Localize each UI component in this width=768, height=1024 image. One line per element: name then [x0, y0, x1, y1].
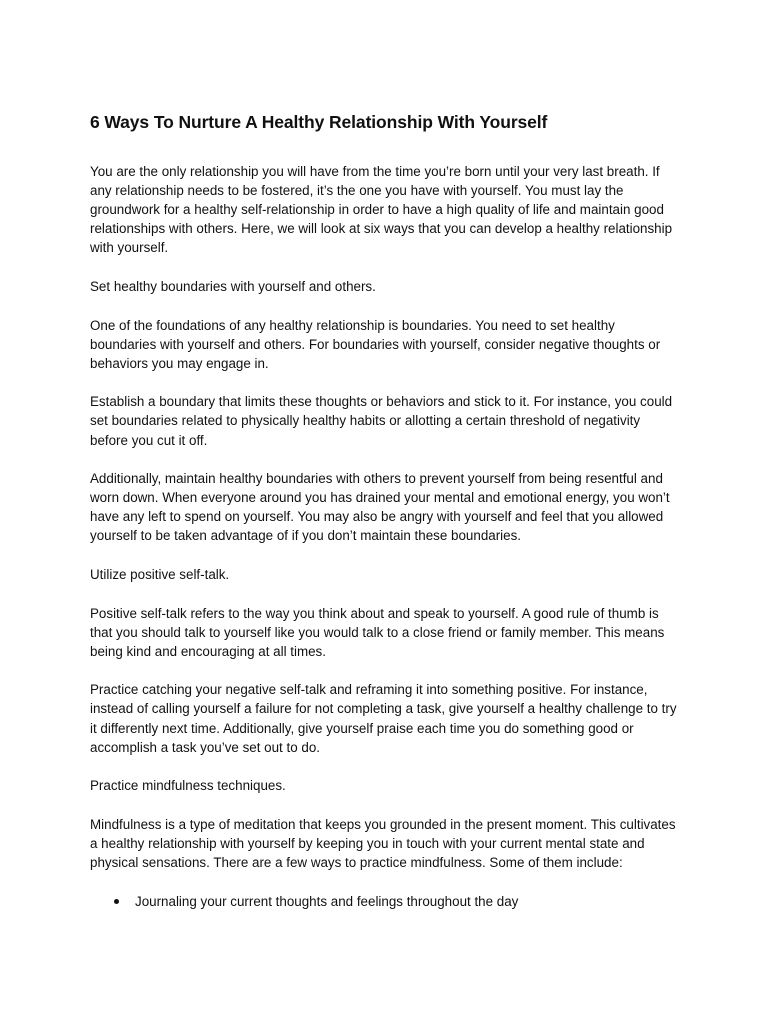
intro-paragraph: You are the only relationship you will have from the time you’re born until your very last breath. If any relationship needs to be fostered, it’s the one you have with yourself. You must lay the groundwork for a healthy self-relationship in order to have a high quality of life and maintain good relationships with others. Here, we will look at six ways that you can develop a healthy relationship with yourself. — [90, 164, 673, 256]
paragraph-mindfulness-1: Mindfulness is a type of meditation that keeps you grounded in the present moment. This cultivates a healthy relationship with yourself by keeping you in touch with your current mental state and physical sensations. There are a few ways to practice mindfulness. Some of them include: — [90, 816, 676, 871]
paragraph-boundaries-1: One of the foundations of any healthy relationship is boundaries. You need to set healthy boundaries with yourself and others. For boundaries with yourself, consider negative thoughts or behaviors you may engage in. — [90, 317, 661, 371]
list-item — [90, 892, 680, 911]
bullet-icon — [114, 899, 119, 904]
section-heading-mindfulness: Practice mindfulness techniques. — [90, 778, 286, 794]
document-page — [90, 108, 680, 911]
mindfulness-list — [90, 892, 680, 911]
section-heading-boundaries: Set healthy boundaries with yourself and others. — [90, 278, 376, 294]
page-title: 6 Ways To Nurture A Healthy Relationship With Yourself — [90, 112, 548, 132]
paragraph-self-talk-2: Practice catching your negative self-talk and reframing it into something positive. For instance, instead of calling yourself a failure for not completing a task, give yourself a healthy challenge to try it differently next time. Additionally, give yourself praise each time you do something good or accomplish a task you’ve set out to do. — [90, 682, 677, 755]
paragraph-boundaries-2: Establish a boundary that limits these thoughts or behaviors and stick to it. For instance, you could set boundaries related to physically healthy habits or allotting a certain threshold of negativity before you cut it off. — [90, 394, 673, 448]
paragraph-self-talk-1: Positive self-talk refers to the way you think about and speak to yourself. A good rule of thumb is that you should talk to yourself like you would talk to a close friend or family member. This means being kind and encouraging at all times. — [90, 605, 665, 659]
paragraph-boundaries-3: Additionally, maintain healthy boundaries with others to prevent yourself from being resentful and worn down. When everyone around you has drained your mental and emotional energy, you won’t have any left to spend on yourself. You may also be angry with yourself and feel that you allowed yourself to be taken advantage of if you don’t maintain these boundaries. — [90, 471, 670, 544]
section-heading-self-talk: Utilize positive self-talk. — [90, 567, 230, 582]
list-item-text: Journaling your current thoughts and feelings throughout the day — [135, 893, 519, 909]
